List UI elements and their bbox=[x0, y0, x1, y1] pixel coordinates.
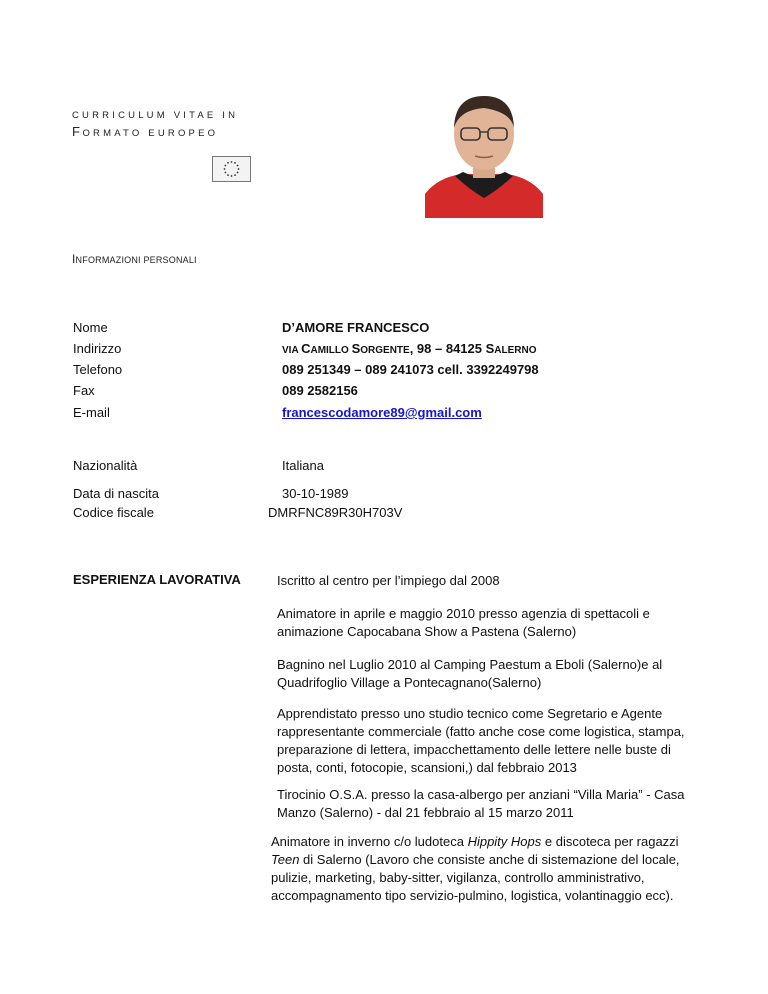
fiscal-code-label: Codice fiscale bbox=[73, 505, 154, 520]
cv-title-line2: FORMATO EUROPEO bbox=[72, 124, 219, 139]
experience-item: Animatore in aprile e maggio 2010 presso agenzia di spettacoli e animazione Capocabana Show a Pastena (Salerno) bbox=[277, 606, 650, 639]
fax-label: Fax bbox=[73, 383, 95, 398]
fiscal-code-value: DMRFNC89R30H703V bbox=[268, 505, 403, 520]
phone-label: Telefono bbox=[73, 362, 123, 377]
experience-item: Bagnino nel Luglio 2010 al Camping Paestum a Eboli (Salerno)e al Quadrifoglio Village a Pontecagnano(Salerno) bbox=[277, 657, 663, 690]
birth-date-value: 30-10-1989 bbox=[282, 486, 349, 501]
cv-title-line1: CURRICULUM VITAE IN bbox=[72, 110, 239, 121]
eu-flag-logo bbox=[212, 156, 251, 182]
email-link[interactable]: francescodamore89@gmail.com bbox=[282, 405, 482, 420]
experience-item: Apprendistato presso uno studio tecnico come Segretario e Agente rappresentante commerciale (fatto anche cose come logistica, stampa, preparazione di lettera, impacchettamento delle lettere nelle buste di posta, conti, fotocopie, scansioni,) dal febbraio 2013 bbox=[277, 706, 685, 775]
profile-photo bbox=[425, 86, 543, 218]
section-work-experience: ESPERIENZA LAVORATIVA bbox=[73, 572, 241, 587]
name-value: D’AMORE FRANCESCO bbox=[282, 320, 430, 335]
fax-value: 089 2582156 bbox=[282, 383, 358, 398]
nationality-value: Italiana bbox=[282, 458, 324, 473]
address-value: VIA CAMILLO SORGENTE, 98 – 84125 SALERNO bbox=[282, 341, 537, 356]
phone-value: 089 251349 – 089 241073 cell. 3392249798 bbox=[282, 362, 539, 377]
address-label: Indirizzo bbox=[73, 341, 122, 356]
email-label: E-mail bbox=[73, 405, 110, 420]
section-personal-info: INFORMAZIONI PERSONALI bbox=[72, 252, 197, 266]
nationality-label: Nazionalità bbox=[73, 458, 138, 473]
experience-item: Tirocinio O.S.A. presso la casa-albergo per anziani “Villa Maria” - Casa Manzo (Salerno) - dal 21 febbraio al 15 marzo 2011 bbox=[277, 787, 685, 820]
name-label: Nome bbox=[73, 320, 108, 335]
birth-date-label: Data di nascita bbox=[73, 486, 159, 501]
experience-item: Iscritto al centro per l’impiego dal 2008 bbox=[277, 573, 500, 588]
experience-item: Animatore in inverno c/o ludoteca Hippity Hops e discoteca per ragazzi Teen di Salerno (Lavoro che consiste anche di sistemazione del locale, pulizie, marketing, baby-sitter, vigilanza, controllo amministrativo, accompagnamento tipo servizio-pulmino, logistica, volantinaggio ecc). bbox=[271, 834, 680, 903]
